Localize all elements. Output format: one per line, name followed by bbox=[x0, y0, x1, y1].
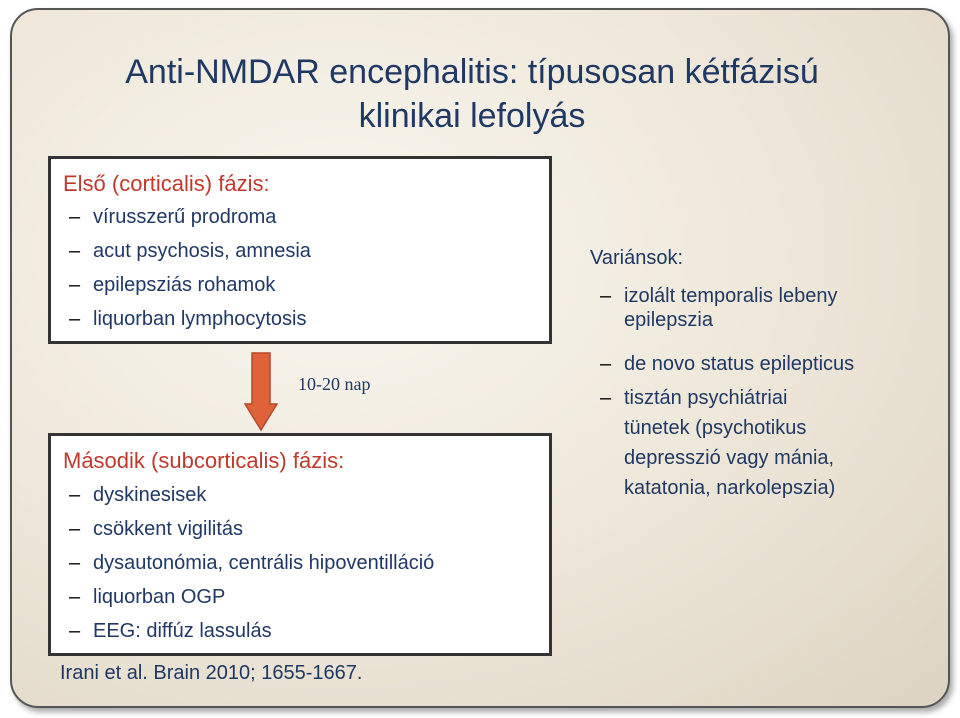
variant-text: tünetek (psychotikus bbox=[624, 417, 807, 439]
variant-text: de novo status epilepticus bbox=[624, 353, 855, 375]
phase-1-item bbox=[69, 307, 306, 331]
reference-citation: Irani et al. Brain 2010; 1655-1667. bbox=[60, 662, 363, 684]
phase-2-item-text: dysautonómia, centrális hipoventilláció bbox=[93, 552, 435, 574]
slide-title bbox=[32, 50, 912, 138]
variant-text: depresszió vagy mánia, bbox=[624, 447, 835, 469]
phase-2-item-text: csökkent vigilitás bbox=[93, 518, 244, 540]
phase-1-item bbox=[69, 239, 311, 263]
variant-text: katatonia, narkolepszia) bbox=[624, 477, 836, 499]
phase-1-item-text: epilepsziás rohamok bbox=[93, 274, 276, 296]
dash-icon: – bbox=[69, 484, 81, 506]
dash-icon: – bbox=[69, 206, 81, 228]
slide bbox=[10, 8, 950, 708]
phase-2-item-text: dyskinesisek bbox=[93, 484, 207, 506]
phase-1-item-text: vírusszerű prodroma bbox=[93, 206, 277, 228]
phase-1-box bbox=[48, 156, 552, 344]
duration-label: 10-20 nap bbox=[298, 374, 371, 394]
phase-2-item bbox=[69, 619, 272, 643]
phase-2-item-text: liquorban OGP bbox=[93, 586, 226, 608]
dash-icon: – bbox=[600, 387, 612, 409]
title-line-2: klinikai lefolyás bbox=[358, 97, 586, 135]
dash-icon: – bbox=[69, 308, 81, 330]
phase-1-item bbox=[69, 273, 275, 297]
dash-icon: – bbox=[69, 240, 81, 262]
dash-icon: – bbox=[69, 274, 81, 296]
phase-2-item-text: EEG: diffúz lassulás bbox=[93, 620, 272, 642]
variant-item bbox=[600, 386, 835, 500]
dash-icon: – bbox=[600, 353, 612, 375]
title-line-1: Anti-NMDAR encephalitis: típusosan kétfázisú bbox=[125, 53, 819, 91]
dash-icon: – bbox=[69, 552, 81, 574]
dash-icon: – bbox=[69, 518, 81, 540]
phase-2-heading: Második (subcorticalis) fázis: bbox=[63, 448, 345, 473]
dash-icon: – bbox=[600, 285, 612, 307]
phase-1-item-text: liquorban lymphocytosis bbox=[93, 308, 307, 330]
phase-1-item-text: acut psychosis, amnesia bbox=[93, 240, 311, 262]
phase-2-item bbox=[69, 517, 243, 541]
variant-item bbox=[600, 352, 854, 376]
phase-1-item bbox=[69, 205, 276, 229]
phase-1-heading: Első (corticalis) fázis: bbox=[63, 171, 270, 196]
phase-2-item bbox=[69, 551, 434, 575]
variant-text: izolált temporalis lebeny bbox=[624, 285, 838, 307]
phase-2-box bbox=[48, 433, 552, 656]
variant-text: tisztán psychiátriai bbox=[624, 387, 788, 409]
variant-text: epilepszia bbox=[624, 309, 713, 331]
dash-icon: – bbox=[69, 586, 81, 608]
dash-icon: – bbox=[69, 620, 81, 642]
variant-item bbox=[600, 284, 837, 332]
phase-2-item bbox=[69, 483, 206, 507]
phase-2-item bbox=[69, 585, 225, 609]
down-arrow-icon bbox=[244, 352, 278, 432]
variants-heading: Variánsok: bbox=[590, 247, 684, 269]
